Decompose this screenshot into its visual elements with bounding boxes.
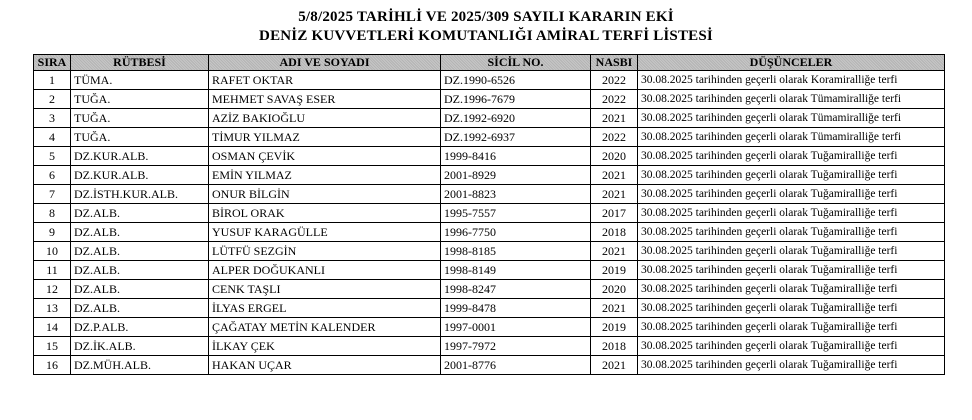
cell-rutbe: DZ.KUR.ALB. [71, 166, 209, 185]
cell-ad-soyad: ÇAĞATAY METİN KALENDER [209, 318, 441, 337]
cell-dusunceler: 30.08.2025 tarihinden geçerli olarak Tuğamiralliğe terfi [638, 204, 945, 223]
cell-sicil-no: 1998-8247 [441, 280, 591, 299]
cell-ad-soyad: ALPER DOĞUKANLI [209, 261, 441, 280]
header-sicil-no: SİCİL NO. [441, 55, 591, 71]
cell-nasbi: 2022 [591, 71, 638, 90]
cell-dusunceler: 30.08.2025 tarihinden geçerli olarak Tümamiralliğe terfi [638, 109, 945, 128]
cell-sira: 7 [34, 185, 71, 204]
cell-rutbe: TUĞA. [71, 128, 209, 147]
cell-sicil-no: 2001-8823 [441, 185, 591, 204]
cell-rutbe: DZ.P.ALB. [71, 318, 209, 337]
cell-rutbe: TUĞA. [71, 90, 209, 109]
table-row [34, 356, 945, 375]
cell-rutbe: DZ.İSTH.KUR.ALB. [71, 185, 209, 204]
cell-dusunceler: 30.08.2025 tarihinden geçerli olarak Tuğamiralliğe terfi [638, 185, 945, 204]
cell-sira: 12 [34, 280, 71, 299]
cell-dusunceler: 30.08.2025 tarihinden geçerli olarak Tuğamiralliğe terfi [638, 356, 945, 375]
cell-sira: 6 [34, 166, 71, 185]
cell-sicil-no: DZ.1992-6937 [441, 128, 591, 147]
cell-sira: 2 [34, 90, 71, 109]
table-body [34, 71, 945, 375]
cell-nasbi: 2021 [591, 299, 638, 318]
cell-nasbi: 2020 [591, 147, 638, 166]
cell-ad-soyad: RAFET OKTAR [209, 71, 441, 90]
cell-sira: 3 [34, 109, 71, 128]
cell-rutbe: DZ.ALB. [71, 261, 209, 280]
table-row [34, 337, 945, 356]
cell-ad-soyad: LÜTFÜ SEZGİN [209, 242, 441, 261]
cell-dusunceler: 30.08.2025 tarihinden geçerli olarak Tuğamiralliğe terfi [638, 223, 945, 242]
cell-ad-soyad: MEHMET SAVAŞ ESER [209, 90, 441, 109]
table-row [34, 280, 945, 299]
cell-ad-soyad: OSMAN ÇEVİK [209, 147, 441, 166]
cell-nasbi: 2021 [591, 242, 638, 261]
cell-dusunceler: 30.08.2025 tarihinden geçerli olarak Tuğamiralliğe terfi [638, 280, 945, 299]
cell-rutbe: DZ.İK.ALB. [71, 337, 209, 356]
cell-dusunceler: 30.08.2025 tarihinden geçerli olarak Tuğamiralliğe terfi [638, 318, 945, 337]
cell-ad-soyad: CENK TAŞLI [209, 280, 441, 299]
cell-ad-soyad: ONUR BİLGİN [209, 185, 441, 204]
cell-sicil-no: 2001-8929 [441, 166, 591, 185]
cell-dusunceler: 30.08.2025 tarihinden geçerli olarak Tuğamiralliğe terfi [638, 166, 945, 185]
table-row [34, 90, 945, 109]
cell-nasbi: 2020 [591, 280, 638, 299]
cell-ad-soyad: EMİN YILMAZ [209, 166, 441, 185]
cell-ad-soyad: İLYAS ERGEL [209, 299, 441, 318]
header-nasbi: NASBI [591, 55, 638, 71]
cell-sicil-no: 1999-8478 [441, 299, 591, 318]
table-row [34, 166, 945, 185]
cell-sicil-no: 1999-8416 [441, 147, 591, 166]
cell-nasbi: 2017 [591, 204, 638, 223]
cell-sira: 11 [34, 261, 71, 280]
cell-sira: 10 [34, 242, 71, 261]
cell-rutbe: DZ.ALB. [71, 280, 209, 299]
cell-sicil-no: DZ.1996-7679 [441, 90, 591, 109]
document-subtitle: DENİZ KUVVETLERİ KOMUTANLIĞI AMİRAL TERFİ LİSTESİ [259, 28, 713, 44]
cell-sira: 13 [34, 299, 71, 318]
header-sira: SIRA [34, 55, 71, 71]
document-title: 5/8/2025 TARİHLİ VE 2025/309 SAYILI KARARIN EKİ [298, 9, 674, 25]
table-header-row [34, 55, 945, 71]
cell-nasbi: 2018 [591, 223, 638, 242]
cell-nasbi: 2022 [591, 90, 638, 109]
cell-sicil-no: 1997-0001 [441, 318, 591, 337]
cell-sira: 9 [34, 223, 71, 242]
cell-dusunceler: 30.08.2025 tarihinden geçerli olarak Tümamiralliğe terfi [638, 128, 945, 147]
cell-sira: 1 [34, 71, 71, 90]
cell-sira: 4 [34, 128, 71, 147]
promotion-table [33, 54, 945, 375]
cell-nasbi: 2021 [591, 185, 638, 204]
cell-dusunceler: 30.08.2025 tarihinden geçerli olarak Koramiralliğe terfi [638, 71, 945, 90]
cell-ad-soyad: AZİZ BAKIOĞLU [209, 109, 441, 128]
cell-nasbi: 2021 [591, 109, 638, 128]
cell-rutbe: DZ.ALB. [71, 299, 209, 318]
document-title-block [0, 8, 972, 46]
table-row [34, 185, 945, 204]
cell-rutbe: DZ.ALB. [71, 204, 209, 223]
cell-ad-soyad: BİROL ORAK [209, 204, 441, 223]
cell-dusunceler: 30.08.2025 tarihinden geçerli olarak Tuğamiralliğe terfi [638, 337, 945, 356]
cell-sira: 5 [34, 147, 71, 166]
cell-ad-soyad: TİMUR YILMAZ [209, 128, 441, 147]
cell-rutbe: DZ.MÜH.ALB. [71, 356, 209, 375]
cell-sicil-no: 1998-8149 [441, 261, 591, 280]
cell-sicil-no: 1995-7557 [441, 204, 591, 223]
table-row [34, 147, 945, 166]
cell-rutbe: TÜMA. [71, 71, 209, 90]
cell-nasbi: 2022 [591, 128, 638, 147]
cell-sicil-no: 1997-7972 [441, 337, 591, 356]
table-row [34, 242, 945, 261]
table-row [34, 128, 945, 147]
table-row [34, 261, 945, 280]
table-row [34, 318, 945, 337]
cell-sicil-no: DZ.1992-6920 [441, 109, 591, 128]
cell-sira: 8 [34, 204, 71, 223]
cell-sira: 15 [34, 337, 71, 356]
cell-dusunceler: 30.08.2025 tarihinden geçerli olarak Tuğamiralliğe terfi [638, 147, 945, 166]
table-row [34, 109, 945, 128]
cell-nasbi: 2021 [591, 356, 638, 375]
cell-sicil-no: DZ.1990-6526 [441, 71, 591, 90]
cell-ad-soyad: YUSUF KARAGÜLLE [209, 223, 441, 242]
cell-nasbi: 2021 [591, 166, 638, 185]
cell-sicil-no: 1996-7750 [441, 223, 591, 242]
table-row [34, 299, 945, 318]
header-ad-soyad: ADI VE SOYADI [209, 55, 441, 71]
cell-rutbe: DZ.KUR.ALB. [71, 147, 209, 166]
table-row [34, 204, 945, 223]
cell-sicil-no: 1998-8185 [441, 242, 591, 261]
cell-ad-soyad: İLKAY ÇEK [209, 337, 441, 356]
table-row [34, 71, 945, 90]
cell-nasbi: 2019 [591, 261, 638, 280]
cell-sira: 16 [34, 356, 71, 375]
cell-nasbi: 2019 [591, 318, 638, 337]
table-row [34, 223, 945, 242]
header-dusunceler: DÜŞÜNCELER [638, 55, 945, 71]
cell-rutbe: TUĞA. [71, 109, 209, 128]
header-rutbe: RÜTBESİ [71, 55, 209, 71]
cell-rutbe: DZ.ALB. [71, 242, 209, 261]
cell-ad-soyad: HAKAN UÇAR [209, 356, 441, 375]
cell-sicil-no: 2001-8776 [441, 356, 591, 375]
cell-dusunceler: 30.08.2025 tarihinden geçerli olarak Tümamiralliğe terfi [638, 90, 945, 109]
cell-dusunceler: 30.08.2025 tarihinden geçerli olarak Tuğamiralliğe terfi [638, 261, 945, 280]
cell-rutbe: DZ.ALB. [71, 223, 209, 242]
cell-dusunceler: 30.08.2025 tarihinden geçerli olarak Tuğamiralliğe terfi [638, 242, 945, 261]
cell-sira: 14 [34, 318, 71, 337]
cell-dusunceler: 30.08.2025 tarihinden geçerli olarak Tuğamiralliğe terfi [638, 299, 945, 318]
cell-nasbi: 2018 [591, 337, 638, 356]
